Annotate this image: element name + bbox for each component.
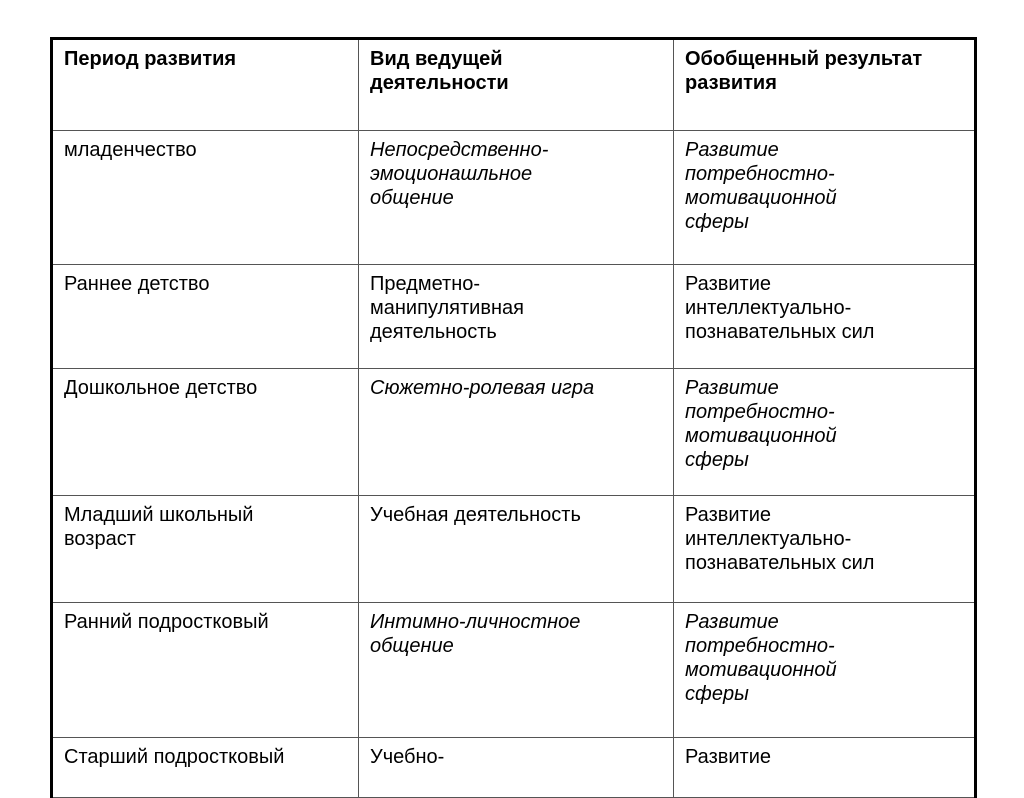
cell-result: Развитие интеллектуально-познавательных сил: [674, 496, 976, 603]
cell-result: Развитие: [674, 738, 976, 798]
cell-activity: Сюжетно-ролевая игра: [359, 369, 674, 496]
cell-result: Развитие потребностно-мотивационной сферы: [674, 369, 976, 496]
cell-activity: Учебная деятельность: [359, 496, 674, 603]
cell-activity: Интимно-личностное общение: [359, 603, 674, 738]
cell-period: Ранний подростковый: [52, 603, 359, 738]
cell-period: Раннее детство: [52, 265, 359, 369]
cell-period: Дошкольное детство: [52, 369, 359, 496]
table-row: [52, 265, 976, 369]
table-row: [52, 496, 976, 603]
cell-activity: Непосредственно-эмоционашльное общение: [359, 131, 674, 265]
table-row: [52, 131, 976, 265]
table-row: [52, 603, 976, 738]
cell-period: Старший подростковый: [52, 738, 359, 798]
table-row: [52, 369, 976, 496]
cell-activity: Предметно-манипулятивная деятельность: [359, 265, 674, 369]
header-period: Период развития: [52, 39, 359, 131]
header-result: Обобщенный результат развития: [674, 39, 976, 131]
cell-period: младенчество: [52, 131, 359, 265]
cell-result: Развитие потребностно-мотивационной сферы: [674, 603, 976, 738]
cell-period: Младший школьный возраст: [52, 496, 359, 603]
development-periods-table: [50, 37, 977, 798]
cell-result: Развитие интеллектуально-познавательных сил: [674, 265, 976, 369]
cell-activity: Учебно-: [359, 738, 674, 798]
table-header-row: [52, 39, 976, 131]
cell-result: Развитие потребностно-мотивационной сферы: [674, 131, 976, 265]
header-activity: Вид ведущей деятельности: [359, 39, 674, 131]
